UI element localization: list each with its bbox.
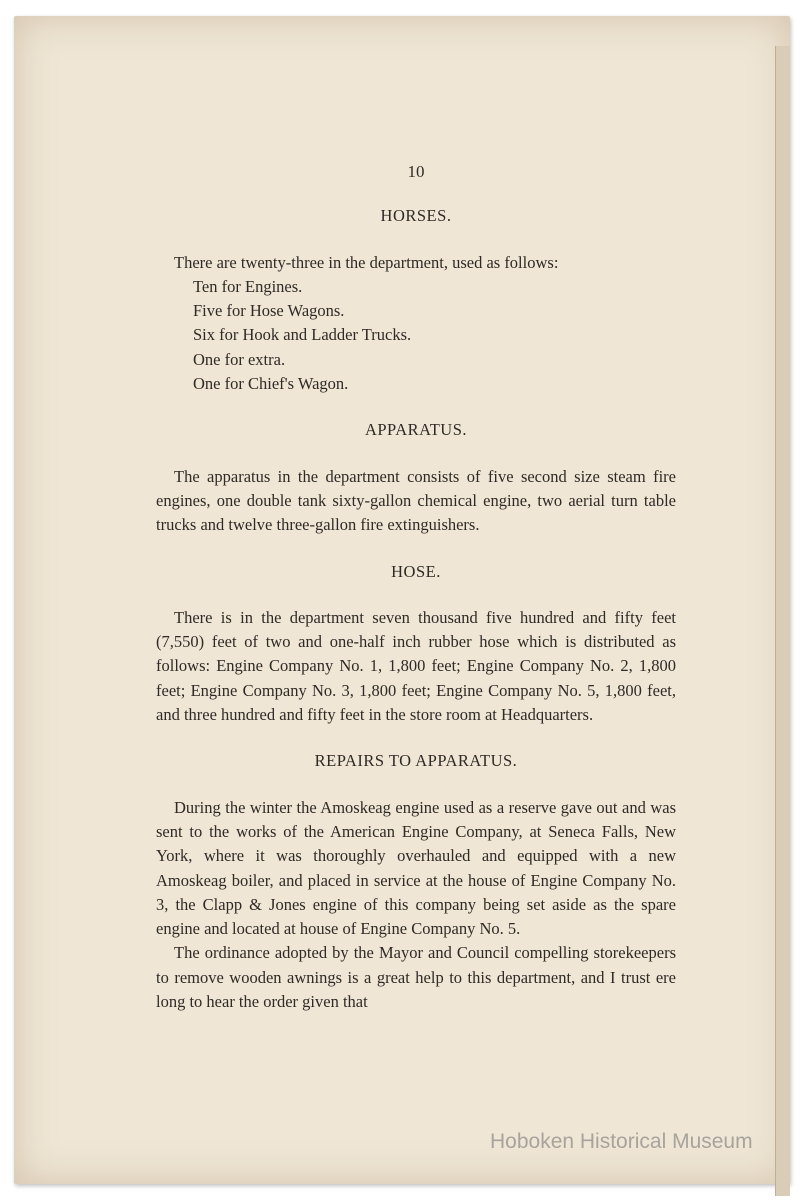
heading-repairs: REPAIRS TO APPARATUS.: [314, 751, 518, 771]
apparatus-paragraph: The apparatus in the department consists of five second size steam fire engines, one double tank sixty-gallon chemical engine, two aerial turn table trucks and twelve three-gallon fire extinguishers.: [156, 466, 676, 535]
heading-horses: HORSES.: [380, 206, 452, 226]
document-page: [14, 16, 790, 1184]
horses-list: [156, 251, 676, 397]
hose-paragraph: There is in the department seven thousand five hundred and fifty feet (7,550) feet of two and one-half inch rubber hose which is distributed as follows: Engine Company No. 1, 1,800 feet; Engine Company No. 2, 1,800 feet; Engine Company No. 3, 1,800 feet; Engine Company No. 5, 1,800 feet, and three hundred and fifty feet in the store room at Headquarters.: [156, 607, 676, 725]
page-edge: [775, 46, 790, 1196]
horses-intro: There are twenty-three in the department, used as follows:: [174, 252, 559, 272]
museum-watermark: Hoboken Historical Museum: [490, 1130, 753, 1153]
list-item: Five for Hose Wagons.: [193, 301, 345, 321]
list-item: Ten for Engines.: [193, 276, 303, 296]
heading-hose: HOSE.: [391, 561, 441, 581]
page-number: 10: [407, 162, 425, 181]
repairs-paragraph-2: The ordinance adopted by the Mayor and Council compelling storekeepers to remove wooden awnings is a great help to this department, and I trust ere long to hear the order given that: [156, 943, 676, 1012]
list-item: One for Chief's Wagon.: [193, 374, 349, 394]
list-item: Six for Hook and Ladder Trucks.: [193, 325, 412, 345]
text-block: [156, 146, 676, 1014]
heading-apparatus: APPARATUS.: [364, 420, 468, 440]
list-item: One for extra.: [193, 349, 286, 369]
repairs-paragraph-1: During the winter the Amoskeag engine used as a reserve gave out and was sent to the works of the American Engine Company, at Seneca Falls, New York, where it was thoroughly overhauled and equipped with a new Amoskeag boiler, and placed in service at the house of Engine Company No. 3, the Clapp & Jones engine of this company being set aside as the spare engine and located at house of Engine Company No. 5.: [156, 797, 676, 939]
